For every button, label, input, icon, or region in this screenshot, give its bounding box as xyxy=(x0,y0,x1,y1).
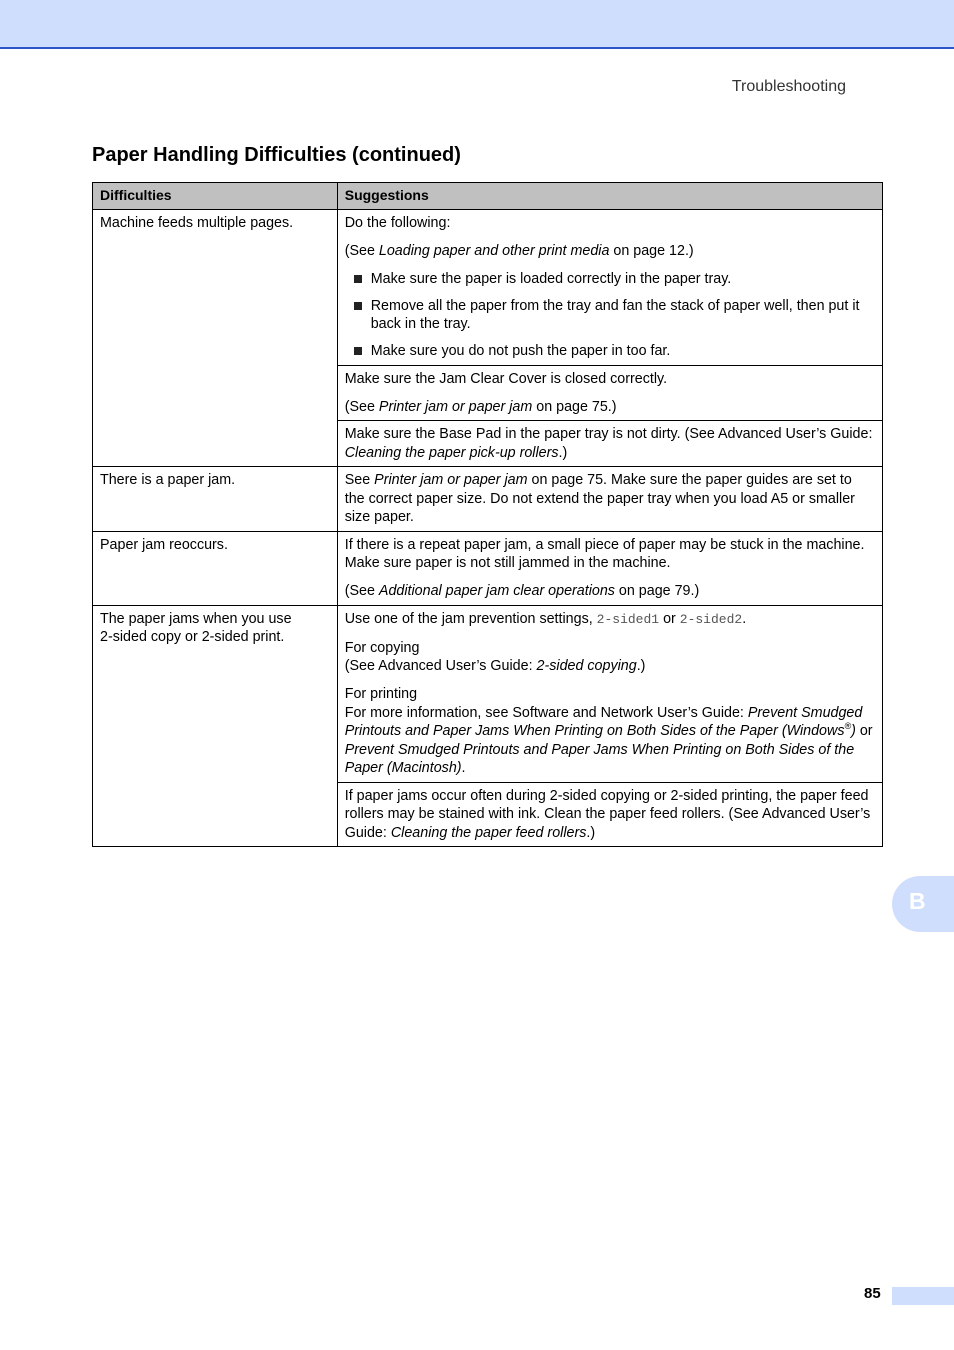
suggestion-cell xyxy=(337,209,882,365)
suggestion-text: Make sure the Jam Clear Cover is closed correctly. xyxy=(344,370,668,387)
suggestion-text: If there is a repeat paper jam, a small piece of paper may be stuck in the machine. Make sure paper is not still jammed in the machine. xyxy=(344,536,865,571)
suggestion-text: See Printer jam or paper jam on page 75. Make sure the paper guides are set to the correct paper size. Do not extend the paper tray when you load A5 or smaller size paper. xyxy=(344,472,855,525)
difficulty-cell: Machine feeds multiple pages. xyxy=(93,209,338,467)
reference-link[interactable]: Cleaning the paper feed rollers xyxy=(390,824,587,841)
copying-heading: For copying xyxy=(344,639,420,656)
suggestion-text: Do the following: xyxy=(344,214,451,231)
chapter-letter: B xyxy=(909,888,926,914)
page-title: Paper Handling Difficulties (continued) xyxy=(92,144,461,166)
table-row xyxy=(93,605,883,782)
bullet-list xyxy=(345,270,875,361)
cross-reference: (See Additional paper jam clear operations on page 79.) xyxy=(344,583,700,599)
suggestion-text: If paper jams occur often during 2-sided copying or 2-sided printing, the paper feed rollers may be stained with ink. Clean the paper feed rollers. (See Advanced User’s Guide: Cleaning the paper feed rollers.) xyxy=(344,787,871,841)
setting-code: 2-sided1 xyxy=(596,611,660,627)
copying-block: For copying (See Advanced User’s Guide: 2-sided copying.) xyxy=(344,639,646,674)
cross-reference: (See Loading paper and other print media on page 12.) xyxy=(344,242,694,259)
reference-link[interactable]: Printer jam or paper jam xyxy=(378,398,533,415)
suggestion-cell xyxy=(337,605,882,782)
table-header-row xyxy=(93,183,883,210)
table-row xyxy=(93,209,883,365)
table-row xyxy=(93,531,883,605)
suggestion-cell xyxy=(337,782,882,847)
bullet-item: Make sure you do not push the paper in too far. xyxy=(345,342,875,361)
suggestion-cell xyxy=(337,365,882,421)
printing-heading: For printing xyxy=(344,686,418,702)
column-header-difficulties: Difficulties xyxy=(93,183,338,210)
difficulty-cell: The paper jams when you use 2-sided copy or 2-sided print. xyxy=(93,605,338,847)
difficulty-cell: Paper jam reoccurs. xyxy=(93,531,338,605)
printing-block: For printing For more information, see Software and Network User’s Guide: Prevent Smudged Printouts and Paper Jams When Printing on Both Sides of the Paper (Windows®) or Prevent Smudged Printouts and Paper Jams When Printing on Both Sides of the Paper (Macintosh). xyxy=(344,686,873,776)
table-row xyxy=(93,467,883,532)
reference-link[interactable]: Cleaning the paper pick-up rollers xyxy=(344,444,559,461)
cross-reference: (See Printer jam or paper jam on page 75.) xyxy=(344,398,617,415)
reference-link[interactable]: 2-sided copying xyxy=(536,658,637,674)
suggestion-cell xyxy=(337,531,882,605)
bullet-item: Remove all the paper from the tray and fan the stack of paper well, then put it back in the tray. xyxy=(345,297,875,334)
page-number: 85 xyxy=(864,1285,881,1302)
reference-link[interactable]: Printer jam or paper jam xyxy=(374,472,528,488)
suggestion-text: Make sure the Base Pad in the paper tray is not dirty. (See Advanced User’s Guide: Cleaning the paper pick-up rollers.) xyxy=(344,426,873,461)
reference-link[interactable]: Additional paper jam clear operations xyxy=(378,583,615,599)
reference-link[interactable]: Prevent Smudged Printouts and Paper Jams When Printing on Both Sides of the Paper (Windows®) xyxy=(344,704,863,739)
difficulty-cell: There is a paper jam. xyxy=(93,467,338,532)
page-number-bar xyxy=(892,1287,954,1305)
bullet-item: Make sure the paper is loaded correctly in the paper tray. xyxy=(345,270,875,289)
column-header-suggestions: Suggestions xyxy=(337,183,882,210)
section-header: Troubleshooting xyxy=(731,78,846,95)
suggestion-cell xyxy=(337,421,882,467)
top-color-band xyxy=(0,0,954,49)
reference-link[interactable]: Prevent Smudged Printouts and Paper Jams When Printing on Both Sides of the Paper (Macintosh) xyxy=(344,741,855,776)
reference-link[interactable]: Loading paper and other print media xyxy=(378,242,610,259)
setting-code: 2-sided2 xyxy=(679,611,743,627)
suggestion-text: Use one of the jam prevention settings, 2-sided1 or 2-sided2. xyxy=(344,610,747,627)
troubleshooting-table xyxy=(92,182,883,847)
suggestion-cell xyxy=(337,467,882,532)
chapter-tab xyxy=(892,876,954,932)
